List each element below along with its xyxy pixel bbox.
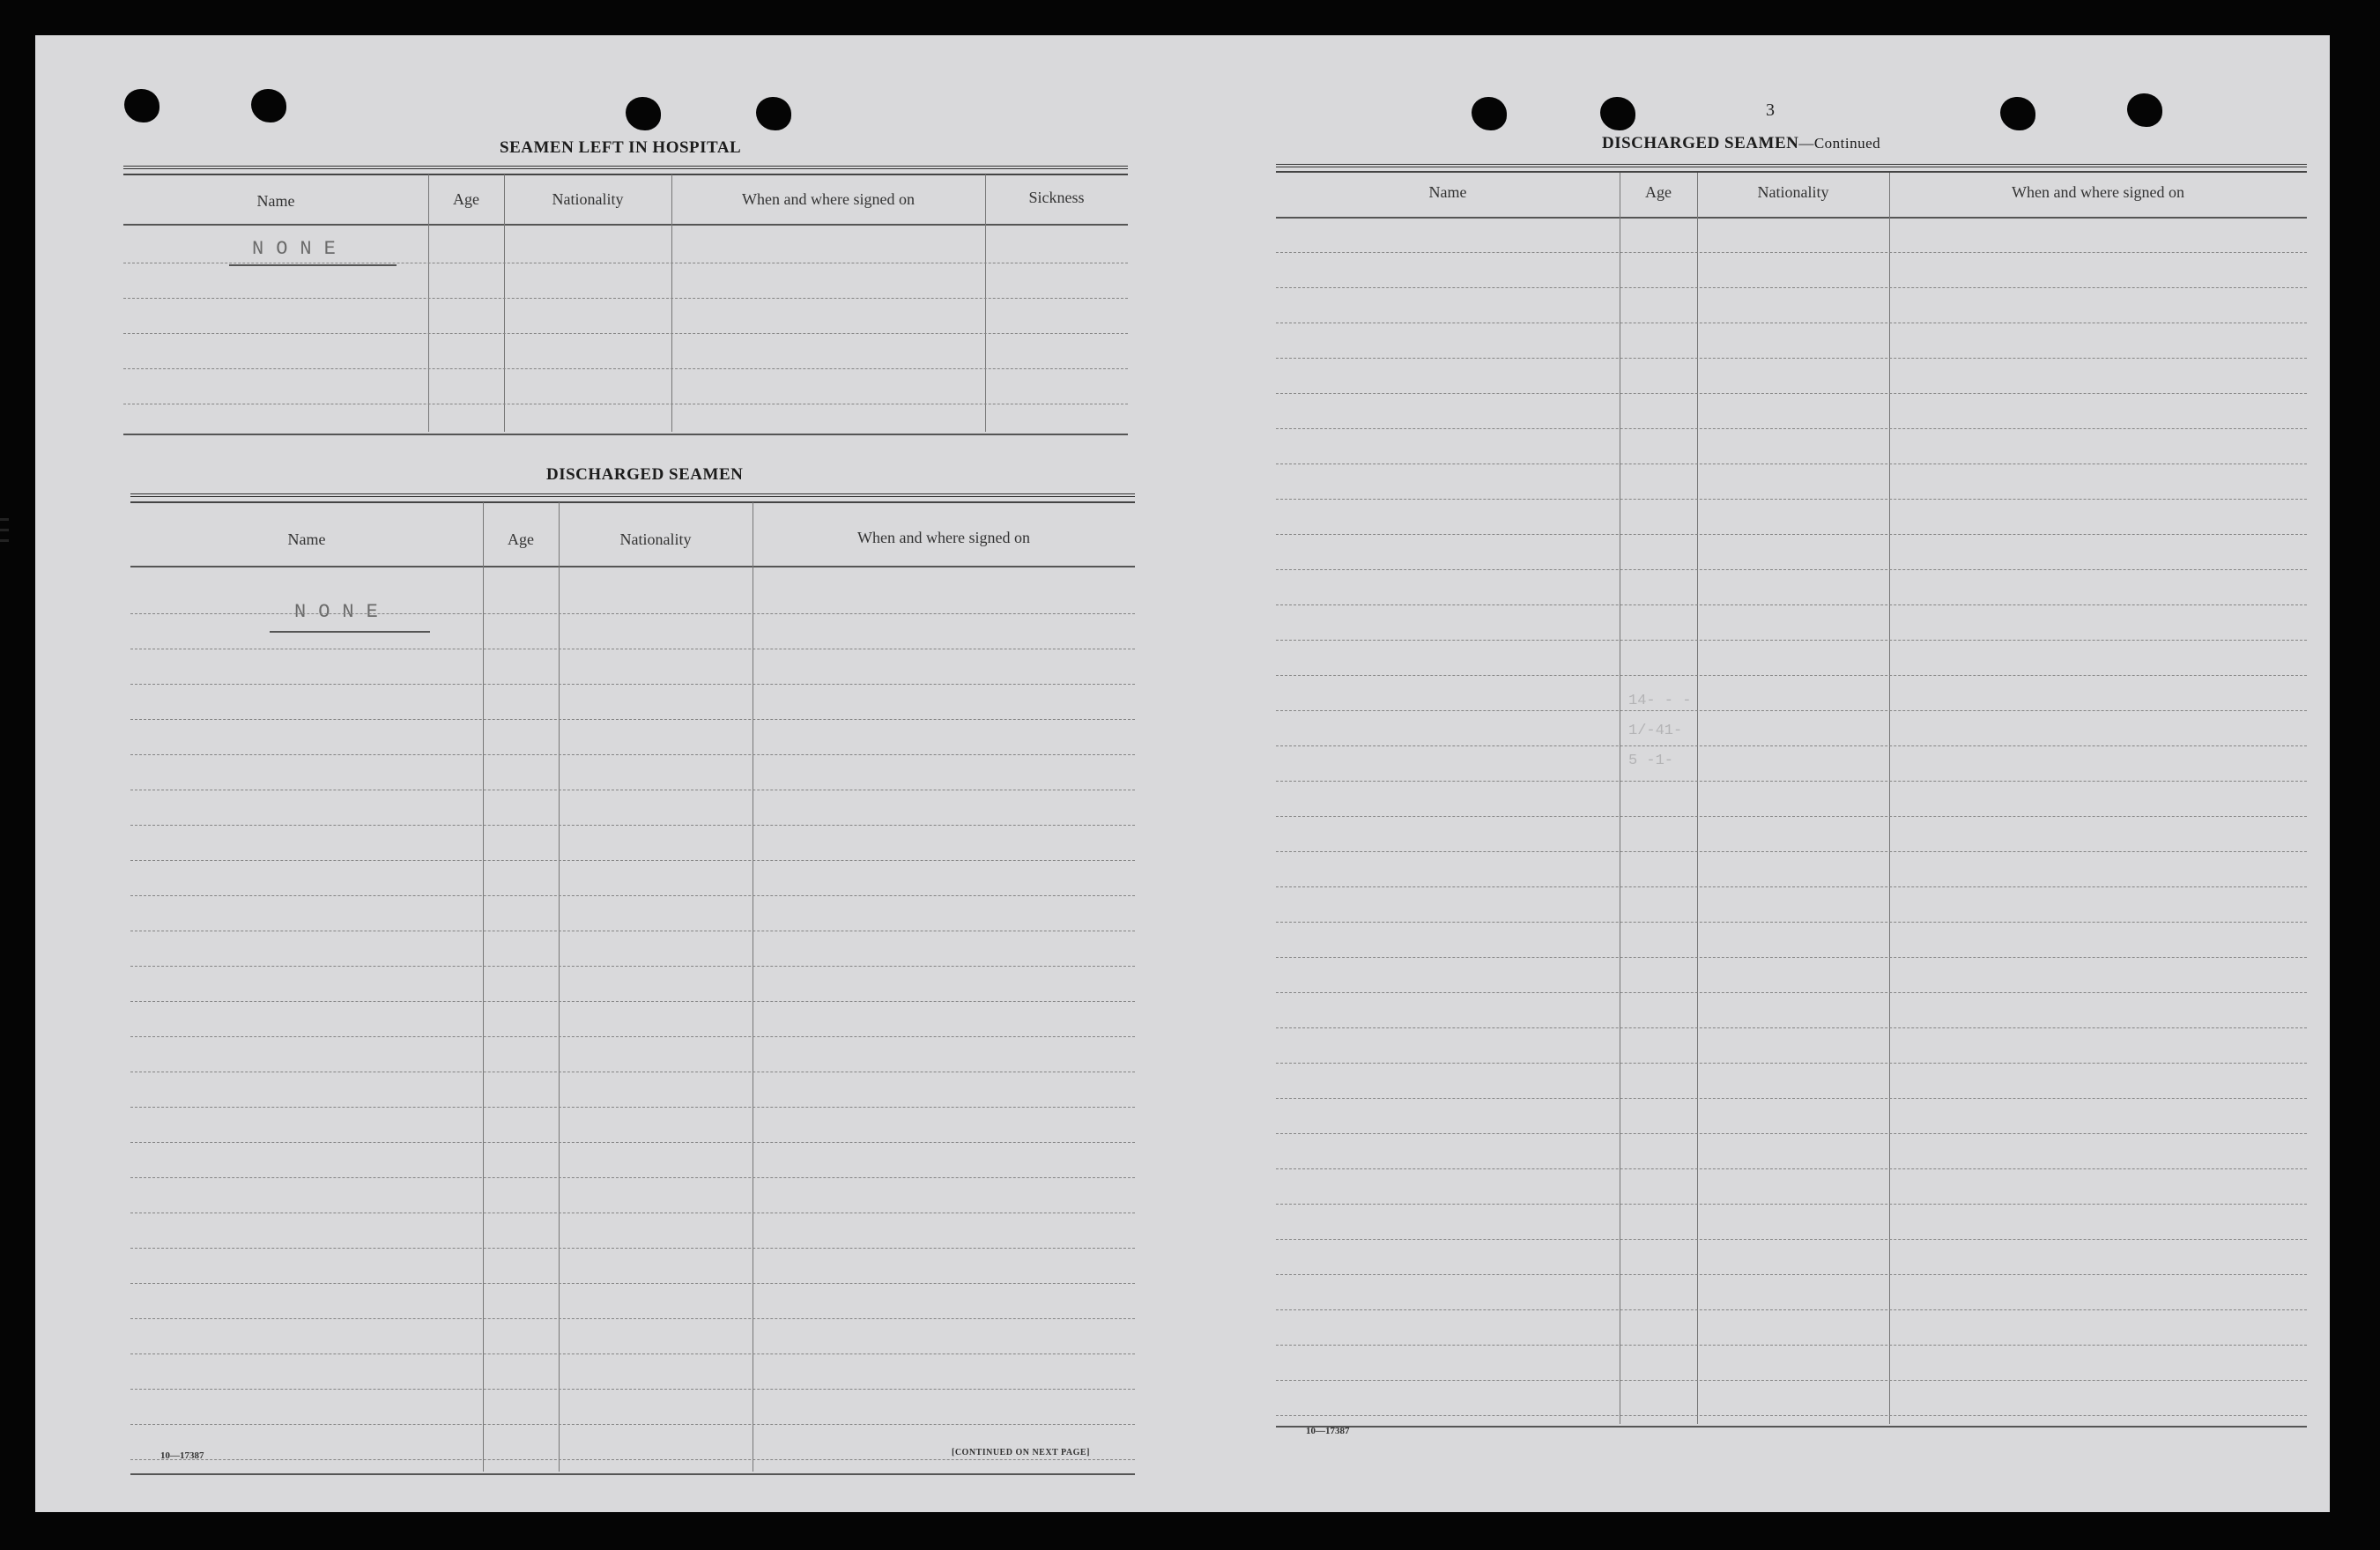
row-line: [130, 1142, 1135, 1143]
table-top-rule: [123, 174, 1128, 175]
row-line: [130, 754, 1135, 755]
row-line: [130, 719, 1135, 720]
row-line: [1276, 640, 2307, 641]
punch-hole: [1472, 97, 1507, 130]
row-line: [1276, 1380, 2307, 1381]
table-top-rule: [130, 501, 1135, 503]
faint-bleedthrough: 14- - -: [1628, 693, 1692, 709]
column-header-signed-on: When and where signed on: [2012, 183, 2184, 201]
column-header-age: Age: [453, 190, 479, 208]
row-line: [1276, 358, 2307, 359]
row-line: [130, 1389, 1135, 1390]
table-bottom-rule: [1276, 1426, 2307, 1428]
row-line: [130, 1459, 1135, 1460]
row-line: [1276, 1309, 2307, 1310]
row-line: [1276, 499, 2307, 500]
row-line: [1276, 710, 2307, 711]
row-line: [130, 1283, 1135, 1284]
row-line: [1276, 1133, 2307, 1134]
row-line: [1276, 569, 2307, 570]
none-underline: [229, 264, 397, 266]
column-divider: [1889, 173, 1890, 1424]
edge-tick: [0, 529, 9, 531]
discharged-table: [130, 493, 1135, 1476]
column-divider: [1697, 173, 1698, 1424]
row-line: [1276, 1239, 2307, 1240]
row-line: [1276, 1204, 2307, 1205]
table-top-rule: [130, 493, 1135, 497]
row-line: [1276, 992, 2307, 993]
row-line: [130, 1036, 1135, 1037]
row-line: [1276, 745, 2307, 746]
punch-hole: [626, 97, 661, 130]
row-line: [1276, 886, 2307, 887]
column-divider: [559, 502, 560, 1472]
row-line: [1276, 252, 2307, 253]
column-header-name: Name: [256, 192, 295, 210]
form-number: 10—17387: [160, 1450, 204, 1461]
row-line: [1276, 1063, 2307, 1064]
none-entry: NONE: [294, 601, 390, 623]
discharged-continued-title: [1602, 134, 1880, 153]
column-divider: [985, 174, 986, 432]
column-header-age: Age: [508, 530, 534, 548]
column-header-name: Name: [287, 530, 326, 548]
row-line: [1276, 604, 2307, 605]
row-line: [1276, 675, 2307, 676]
row-line: [1276, 781, 2307, 782]
row-line: [123, 298, 1128, 299]
document-sheet: [35, 35, 2330, 1512]
row-line: [1276, 816, 2307, 817]
table-top-rule: [1276, 164, 2307, 167]
row-line: [130, 684, 1135, 685]
column-header-age: Age: [1645, 183, 1672, 201]
row-line: [1276, 922, 2307, 923]
table-top-rule: [123, 166, 1128, 169]
row-line: [1276, 1415, 2307, 1416]
row-line: [130, 1353, 1135, 1354]
faint-bleedthrough: 5 -1-: [1628, 753, 1674, 769]
form-number: 10—17387: [1306, 1426, 1350, 1436]
row-line: [1276, 428, 2307, 429]
title-suffix: —Continued: [1798, 135, 1881, 152]
row-line: [1276, 287, 2307, 288]
column-header-name: Name: [1428, 183, 1467, 201]
table-bottom-rule: [130, 1473, 1135, 1475]
punch-hole: [756, 97, 791, 130]
punch-hole: [2000, 97, 2035, 130]
row-line: [123, 368, 1128, 369]
row-line: [130, 1424, 1135, 1425]
row-line: [1276, 534, 2307, 535]
discharged-continued-table: [1276, 164, 2307, 1459]
column-divider: [671, 174, 672, 432]
column-header-signed-on: When and where signed on: [857, 529, 1030, 546]
row-line: [130, 966, 1135, 967]
punch-hole: [2127, 93, 2162, 127]
punch-hole: [251, 89, 286, 122]
continued-note: [CONTINUED ON NEXT PAGE]: [952, 1448, 1090, 1457]
column-divider: [428, 174, 429, 432]
row-line: [123, 333, 1128, 334]
column-header-nationality: Nationality: [552, 190, 624, 208]
column-divider: [504, 174, 505, 432]
row-line: [1276, 851, 2307, 852]
table-top-rule: [1276, 171, 2307, 173]
column-header-signed-on: When and where signed on: [742, 190, 915, 208]
row-line: [1276, 957, 2307, 958]
row-line: [130, 1107, 1135, 1108]
row-line: [130, 825, 1135, 826]
row-line: [1276, 1027, 2307, 1028]
row-line: [130, 1248, 1135, 1249]
column-header-nationality: Nationality: [619, 530, 692, 548]
row-line: [130, 1177, 1135, 1178]
row-line: [130, 1001, 1135, 1002]
hospital-section-title: SEAMEN LEFT IN HOSPITAL: [500, 138, 742, 157]
table-bottom-rule: [123, 434, 1128, 435]
row-line: [1276, 1345, 2307, 1346]
punch-hole: [1600, 97, 1635, 130]
none-underline: [270, 631, 430, 633]
punch-hole: [124, 89, 159, 122]
row-line: [130, 860, 1135, 861]
hospital-table: [123, 166, 1128, 439]
header-bottom-rule: [1276, 217, 2307, 219]
header-bottom-rule: [123, 224, 1128, 226]
column-header-sickness: Sickness: [1028, 189, 1085, 206]
edge-tick: [0, 539, 9, 542]
discharged-section-title: DISCHARGED SEAMEN: [546, 465, 744, 484]
row-line: [1276, 393, 2307, 394]
row-line: [130, 895, 1135, 896]
none-entry: NONE: [252, 238, 348, 260]
row-line: [1276, 1168, 2307, 1169]
row-line: [1276, 1274, 2307, 1275]
row-line: [1276, 1098, 2307, 1099]
row-line: [130, 1318, 1135, 1319]
row-line: [130, 613, 1135, 614]
column-divider: [483, 502, 484, 1472]
page-number: 3: [1766, 100, 1775, 120]
column-header-nationality: Nationality: [1757, 183, 1829, 201]
faint-bleedthrough: 1/-41-: [1628, 723, 1683, 739]
header-bottom-rule: [130, 566, 1135, 567]
title-main: DISCHARGED SEAMEN: [1602, 134, 1799, 152]
edge-tick: [0, 518, 9, 521]
